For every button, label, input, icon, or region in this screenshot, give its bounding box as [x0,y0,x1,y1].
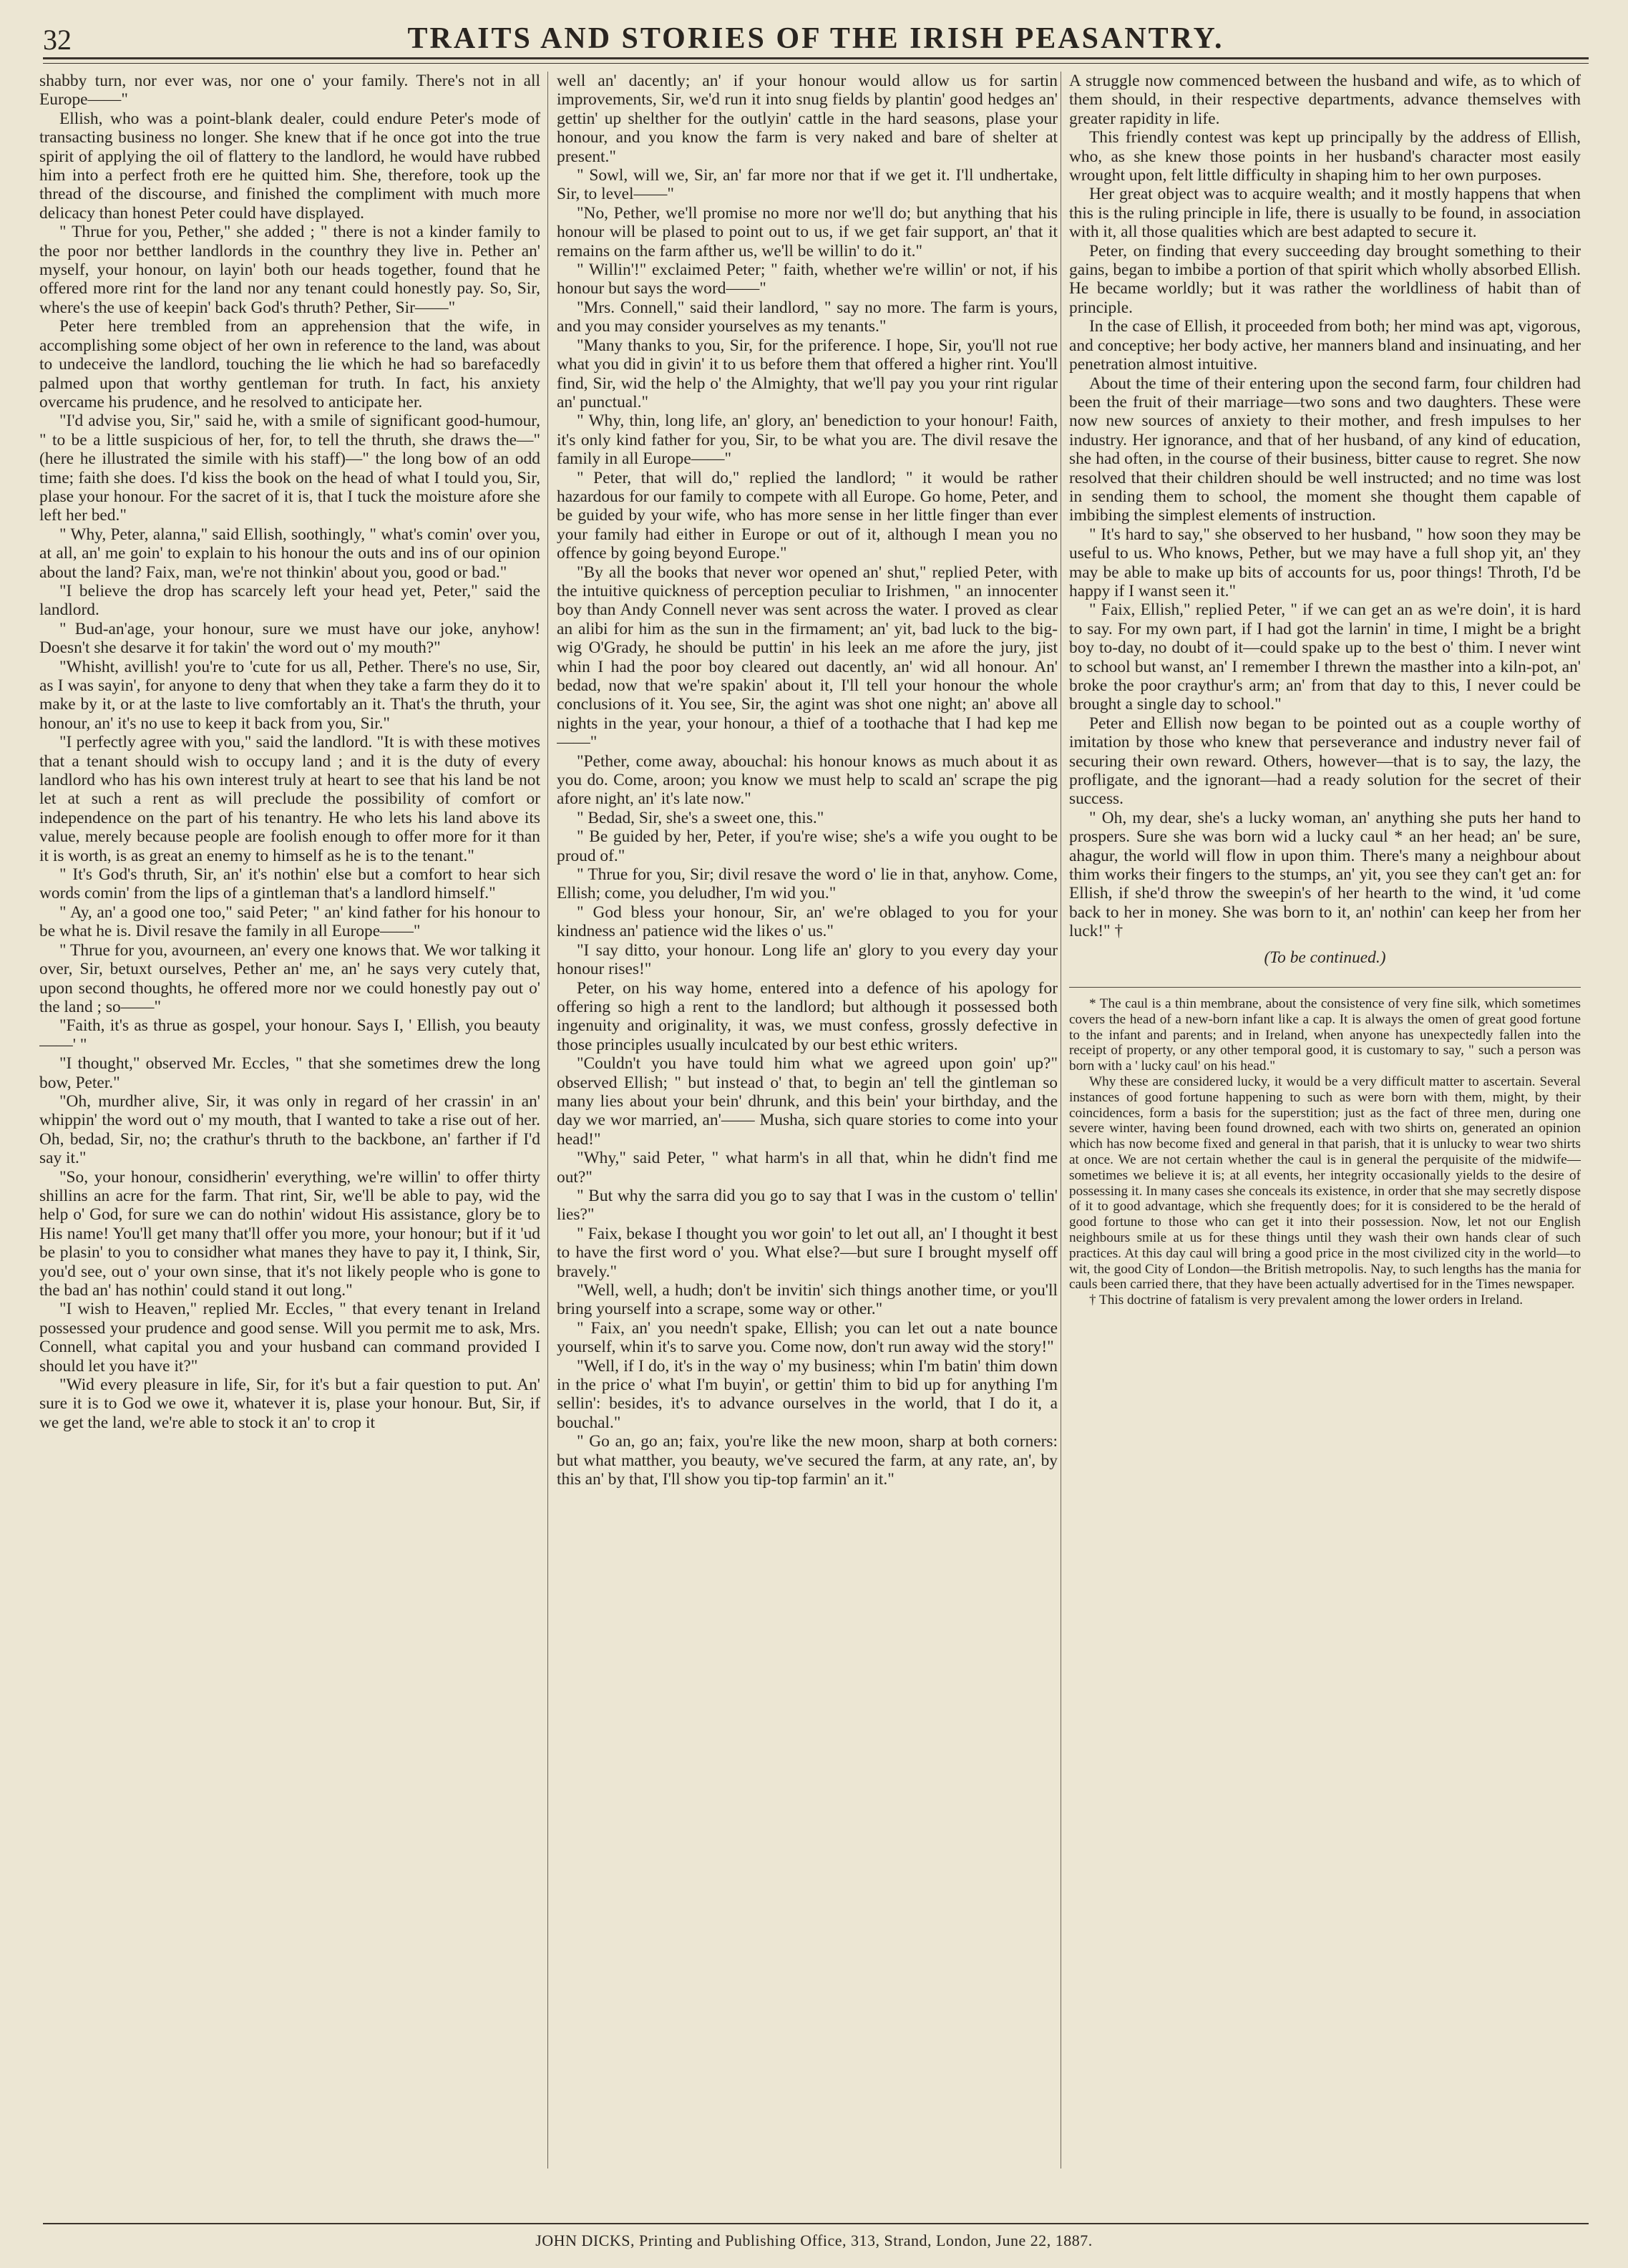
paragraph: "I wish to Heaven," replied Mr. Eccles, " that every tenant in Ireland possessed your prudence and good sense. Will you permit me to ask, Mrs. Connell, what capital you and your husband can command provided I should let you have it?" [39,1300,540,1376]
paragraph: " God bless your honour, Sir, an' we're oblaged to you for your kindness an' patience wid the likes o' us." [557,902,1058,941]
paragraph: " It's hard to say," she observed to her husband, " how soon they may be useful to us. Who knows, Pether, but we may have a full shop yit, an' they may be able to make up bits of accounts for us, poor things! Throth, I'd be happy if I wanst seen it." [1069,525,1581,600]
paragraph: "I believe the drop has scarcely left your head yet, Peter," said the landlord. [39,581,540,620]
paragraph: "Wid every pleasure in life, Sir, for it's but a fair question to put. An' sure it is to God we owe it, whatever it is, plase your honour. But, Sir, if we get the land, we're able to stock it an' to crop it [39,1376,540,1432]
paragraph: Ellish, who was a point-blank dealer, could endure Peter's mode of transacting business no longer. She knew that if he once got into the true spirit of applying the oil of flattery to the landlord, he would have rubbed him into a perfect froth ere he quitted him. She, therefore, took up the thread of the discourse, and finished the compliment with much more delicacy than honest Peter could have displayed. [39,109,540,223]
paragraph: "By all the books that never wor opened an' shut," replied Peter, with the intuitive quickness of perception peculiar to Irishmen, " an innocenter boy than Andy Connell never was sent across the water. I proved as clear an alibi for him as the sun in the firmament; an' yit, bad luck to the big-wig O'Grady, he should be puttin' in his leek an me afore the jury, jist whin I had the poor boy cleared out dacently, an' wid all honour. An' bedad, now that we're spakin' about it, I'll tell your honour the whole conclusions of it. You see, Sir, the agint was shot one night; an' above all nights in the year, your honour, a thief of a toothache that I had kep me——" [557,563,1058,752]
paragraph: "I perfectly agree with you," said the landlord. "It is with these motives that a tenant should wish to occupy land ; and it is the duty of every landlord who has his own interest truly at heart to see that his land be not let at such a rent as will preclude the possibility of comfort or independence on the part of his tenantry. He who lets his land above its value, merely because people are foolish enough to offer more for it than it is worth, is as great an enemy to himself as he is to the tenant." [39,733,540,865]
paragraph: "Faith, it's as thrue as gospel, your honour. Says I, ' Ellish, you beauty——' " [39,1016,540,1054]
paragraph: Her great object was to acquire wealth; and it mostly happens that when this is the ruling principle in life, there is usually to be found, in association with it, all those qualities which are best adapted to secure it. [1069,185,1581,242]
column-right-body [1069,72,1581,941]
paragraph: " Thrue for you, Pether," she added ; " there is not a kinder family to the poor nor betther landlords in the counthry they live in. Pether an' myself, your honour, on layin' both our heads together, found that he offered more rint for the land nor any tenant could honestly pay. So, Sir, where's the use of keepin' back God's thruth? Pether, Sir——" [39,223,540,317]
paragraph: " Be guided by her, Peter, if you're wise; she's a wife you ought to be proud of." [557,827,1058,865]
paragraph: " Why, Peter, alanna," said Ellish, soothingly, " what's comin' over you, at all, an' me goin' to explain to his honour the outs and ins of our opinion about the land? Faix, man, we're not thinkin' about you, good or bad." [39,525,540,582]
paragraph: This friendly contest was kept up principally by the address of Ellish, who, as she knew those points in her husband's character most easily wrought upon, felt little difficulty in shaping him to her own purposes. [1069,128,1581,185]
paragraph: Peter, on his way home, entered into a defence of his apology for offering so high a rent to the landlord; but although it possessed both ingenuity and originality, it was, we must confess, grossly defective in those principles usually inculcated by our best ethic writers. [557,978,1058,1054]
footer-rule [43,2223,1589,2224]
paragraph: A struggle now commenced between the husband and wife, as to which of them should, in their respective departments, advance themselves with greater rapidity in life. [1069,72,1581,128]
paragraph: "I thought," observed Mr. Eccles, " that she sometimes drew the long bow, Peter." [39,1054,540,1092]
paragraph: "Why," said Peter, " what harm's in all that, whin he didn't find me out?" [557,1149,1058,1187]
paragraph: "I'd advise you, Sir," said he, with a smile of significant good-humour, " to be a little suspicious of her, for, to tell the thruth, she draws the—" (here he illustrated the simile with his staff)—" the long bow of an odd time; faith she does. I'd kiss the book on the head of what I tould you, Sir, plase your honour. For the sacret of it is, that I tuck the moisture afore she left her bed." [39,412,540,525]
page-header [43,16,1589,59]
paragraph: Peter, on finding that every succeeding day brought something to their gains, began to imbibe a portion of that spirit which wholly absorbed Ellish. He became worldly; but it was rather the worldliness of habit than of principle. [1069,241,1581,317]
to-be-continued: (To be continued.) [1264,948,1386,967]
paragraph: " Why, thin, long life, an' glory, an' benediction to your honour! Faith, it's only kind father for you, Sir, to be what you are. The divil resave the family in all Europe——" [557,412,1058,469]
column-middle [557,72,1058,2165]
paragraph: "Well, well, a hudh; don't be invitin' sich things another time, or you'll bring yourself into a scrape, some way or other." [557,1281,1058,1319]
paragraph: "Oh, murdher alive, Sir, it was only in regard of her crassin' in an' whippin' the word out o' my mouth, that I wanted to take a rise out of her. Oh, bedad, Sir, no; the crathur's thruth to the backbone, an' farther if I'd say it." [39,1091,540,1168]
paragraph: " Bedad, Sir, she's a sweet one, this." [577,808,824,827]
paragraph: "So, your honour, considherin' everything, we're willin' to offer thirty shillins an acre for the farm. That rint, Sir, we'll be able to pay, wid the help o' God, for sure we can do nothin' widout His assistance, glory be to His name! You'll get many that'll offer you more, your honour; but if it 'ud be plasin' to you to considher what manes they have to pay it, I think, Sir, you'd see, out o' your own sinse, that it's not likely people who is gone to the bad an' has nothin' could stand it out long." [39,1167,540,1300]
paragraph: "Couldn't you have tould him what we agreed upon goin' up?" observed Ellish; " but instead o' that, to begin an' tell the gintleman so many lies about your bein' dhrunk, and this bein' your birthday, and the day we wor married, an'—— Musha, sich quare stories to come into your head!" [557,1054,1058,1149]
paragraph: " Bud-an'age, your honour, sure we must have our joke, anyhow! Doesn't she desarve it for takin' the word out o' my mouth?" [39,619,540,658]
header-rule-thin [43,63,1589,64]
paragraph: " But why the sarra did you go to say that I was in the custom o' tellin' lies?" [557,1186,1058,1225]
paragraph: " Faix, Ellish," replied Peter, " if we can get an as we're doin', it is hard to say. For my own part, if I had got the larnin' in time, I might be a bright boy to-day, no doubt of it—could spake up to the best o' thim. I never wint to school but wanst, an' I remember I threwn the masther into a kiln-pot, an' broke the poor craythur's arm; an' from that day to this, I never could be brought a single day to school." [1069,600,1581,714]
paragraph: " Peter, that will do," replied the landlord; " it would be rather hazardous for our family to compete with all Europe. Go home, Peter, and be guided by your wife, who has more sense in her little finger than ever your family had either in Europe or out of it, although I mean you no offence by going beyond Europe." [557,468,1058,563]
paragraph: In the case of Ellish, it proceeded from both; her mind was apt, vigorous, and conceptive; her body active, her manners bland and insinuating, and her penetration almost intuitive. [1069,317,1581,374]
paragraph: "Mrs. Connell," said their landlord, " say no more. The farm is yours, and you may consider yourselves as my tenants." [557,298,1058,336]
paragraph: " It's God's thruth, Sir, an' it's nothin' else but a comfort to hear sich words comin' from the lips of a gintleman that's a landlord himself." [39,865,540,903]
footnote-rule [1069,987,1581,988]
paragraph: " Faix, bekase I thought you wor goin' to let out all, an' I thought it best to have the first word o' you. What else?—but sure I brought myself off bravely." [557,1224,1058,1281]
paragraph: "I say ditto, your honour. Long life an' glory to you every day your honour rises!" [557,940,1058,979]
paragraph: " Sowl, will we, Sir, an' far more nor that if we get it. I'll undhertake, Sir, to level——" [557,166,1058,204]
paragraph: well an' dacently; an' if your honour would allow us for sartin improvements, Sir, we'd run it into snug fields by plantin' good hedges an' gettin' up shelther for the outlyin' cattle in the hard seasons, plase your honour, and you know the farm is very naked and bare of shelter at present." [557,72,1058,166]
column-left [39,72,540,2165]
footnote: Why these are considered lucky, it would be a very difficult matter to ascertain. Several instances of good fortune happening to such as were born with them, might, by their coincidences, form a basis for the superstition; just as the fact of three men, during one severe winter, having been found drowned, each with two shirts on, generated an opinion which has now become fixed and general in that parish, that it is unlucky to wear two shirts at once. We are not certain whether the caul is in general the perquisite of the midwife—sometimes we believe it is; at all events, her integrity occasionally yields to the desire of possessing it. In many cases she conceals its existence, in order that she may secretly dispose of it to good advantage, which she frequently does; for it is considered to be the herald of good fortune to those who can get it into their possession. Now, let not our English neighbours smile at us for these things until they wash their own hands clear of such practices. At this day caul will bring a good price in the most civilized city in the world—to wit, the good City of London—the British metropolis. Nay, to such lengths has the mania for cauls been carried there, that they have been actually advertised for in the Times newspaper. [1069,1074,1581,1293]
footnote: * The caul is a thin membrane, about the consistence of very fine silk, which sometimes covers the head of a new-born infant like a cap. It is always the omen of great good fortune to the infant and parents; and in Ireland, when anyone has unexpectedly fallen into the receipt of property, or any other temporal good, it is customary to say, " such a person was born with a ' lucky caul' on his head." [1069,996,1581,1074]
paragraph: " Willin'!" exclaimed Peter; " faith, whether we're willin' or not, if his honour but says the word——" [557,261,1058,298]
column-divider [547,72,548,2169]
paragraph: " Go an, go an; faix, you're like the new moon, sharp at both corners: but what matther, you beauty, we've secured the farm, at any rate, an', by this an' by that, I'll show you tip-top farmin' an it." [557,1432,1058,1489]
paragraph: "No, Pether, we'll promise no more nor we'll do; but anything that his honour will be plased to point out to us, if we get fair support, an' that it remains on the farm afther us, we'll be willin' to do it." [557,203,1058,261]
paragraph: " Thrue for you, avourneen, an' every one knows that. We wor talking it over, Sir, betuxt ourselves, Pether an' me, an' he says very cutely that, upon second thoughts, he offered more nor we could honestly pay out o' the land ; so——" [39,940,540,1016]
paragraph: " Ay, an' a good one too," said Peter; " an' kind father for his honour to be what he is. Divil resave the family in all Europe——" [39,902,540,941]
paragraph: " Faix, an' you needn't spake, Ellish; you can let out a nate bounce yourself, whin it's to sarve you. Come now, don't run away wid the story!" [557,1318,1058,1357]
column-right [1069,72,1581,2165]
paragraph: shabby turn, nor ever was, nor one o' your family. There's not in all Europe——" [39,72,540,109]
header-rule [43,57,1589,59]
footnotes [1069,996,1581,1308]
imprint: JOHN DICKS, Printing and Publishing Office, 313, Strand, London, June 22, 1887. [535,2232,1093,2249]
paragraph: About the time of their entering upon the second farm, four children had been the fruit of their marriage—two sons and two daughters. These were now new sources of anxiety to their mother, and fresh impulses to her industry. Her ignorance, and that of her husband, of any kind of education, she had often, in the course of their business, bitter cause to regret. She now resolved that their children should be well instructed; and no time was lost in sending them to school, the moment she thought them capable of imbibing the simplest elements of instruction. [1069,374,1581,525]
page-number: 32 [43,24,72,56]
running-title: TRAITS AND STORIES OF THE IRISH PEASANTRY. [407,22,1224,55]
paragraph: "Whisht, avillish! you're to 'cute for us all, Pether. There's no use, Sir, as I was sayin', for anyone to deny that when they take a farm they do it to make by it, or at the laste to live comfortably an it. That's the thruth, your honour, an' it's no use to keep it back from you, Sir." [39,657,540,733]
paragraph: Peter and Ellish now began to be pointed out as a couple worthy of imitation by those who knew that perseverance and industry never fail of securing their own reward. Others, however—that is to say, the lazy, the profligate, and the ignorant—had a ready solution for the secret of their success. [1069,714,1581,809]
footnote: † This doctrine of fatalism is very prevalent among the lower orders in Ireland. [1089,1293,1523,1308]
paragraph: Peter here trembled from an apprehension that the wife, in accomplishing some object of her own in reference to the land, was about to undeceive the landlord, touching the lie which he had so barefacedly palmed upon that worthy gentleman for truth. In fact, his anxiety overcame his prudence, and he resolved to anticipate her. [39,317,540,412]
paragraph: "Well, if I do, it's in the way o' my business; whin I'm batin' thim down in the price o' what I'm buyin', or gettin' thim to bid up for anything I'm sellin': besides, it's to advance ourselves in the world, that I do it, a bouchal." [557,1356,1058,1432]
paragraph: "Many thanks to you, Sir, for the priference. I hope, Sir, you'll not rue what you did in givin' it to us before them that offered a higher rint. You'll find, Sir, wid the help o' the Almighty, that we'll pay you your rint rigular an' punctual." [557,336,1058,412]
paragraph: " Oh, my dear, she's a lucky woman, an' anything she puts her hand to prospers. Sure she was born wid a lucky caul * an her head; an' be sure, ahagur, the world will flow in upon thim. There's many a neighbour about thim works their fingers to the stumps, an' yit, you see they can't get an: for Ellish, if she'd throw the sweepin's of her hearth to the wind, it 'ud come back to her in money. She was born to it, an' nothin' can keep her from her luck!" † [1069,808,1581,941]
paragraph: "Pether, come away, abouchal: his honour knows as much about it as you do. Come, aroon; you know we must help to scald an' scrape the pig afore night, an' it's late now." [557,751,1058,809]
paragraph: " Thrue for you, Sir; divil resave the word o' lie in that, anyhow. Come, Ellish; come, you deludher, I'm wid you." [557,865,1058,903]
